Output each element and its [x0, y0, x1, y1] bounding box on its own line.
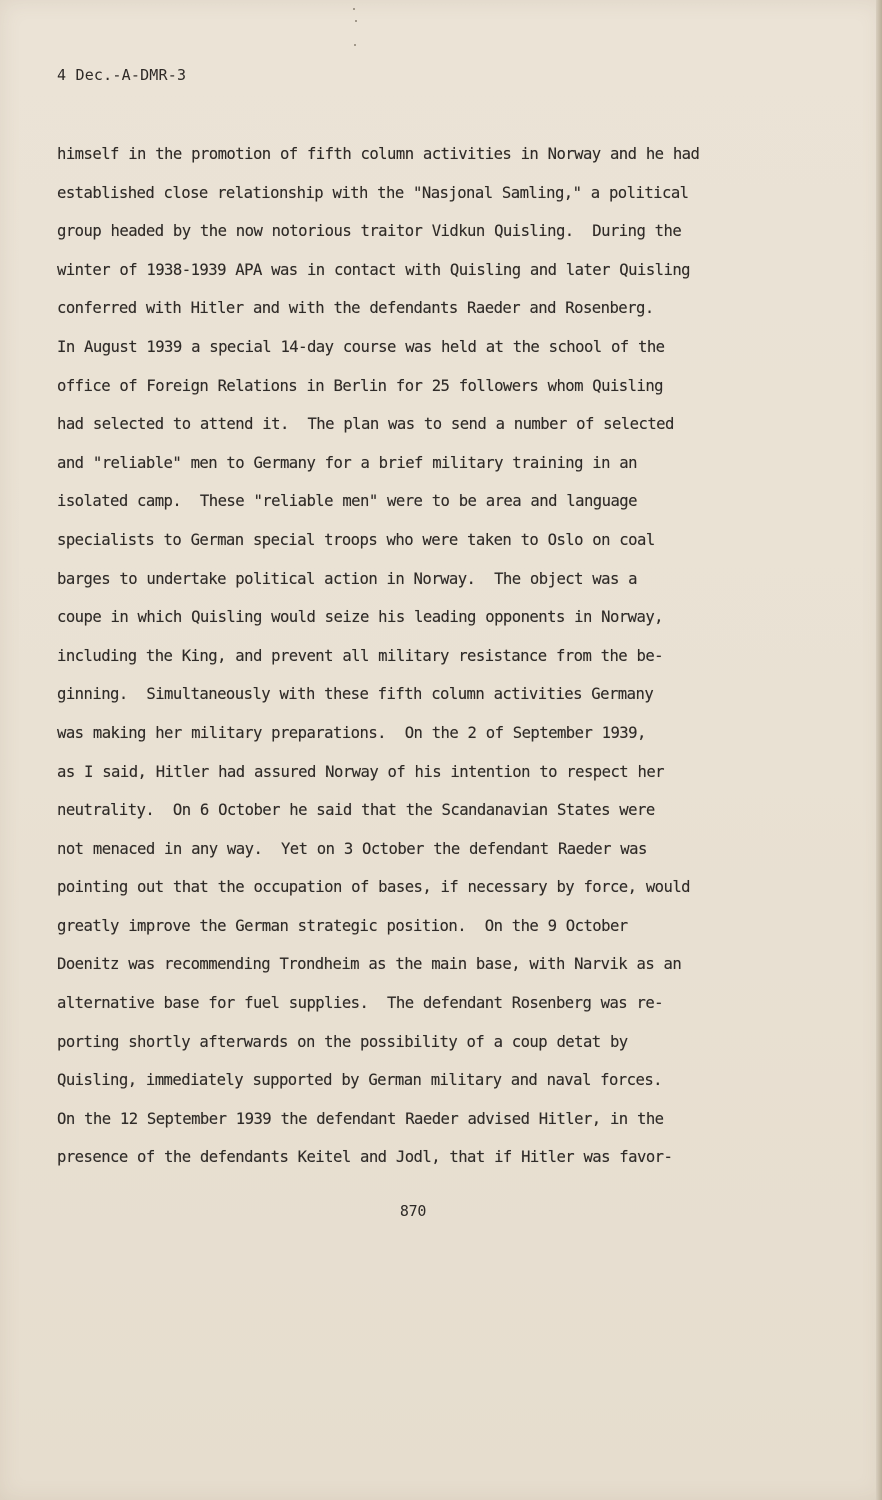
text-line: and "reliable" men to Germany for a brief military training in an [57, 453, 637, 472]
text-line: alternative base for fuel supplies. The defendant Rosenberg was re- [57, 994, 664, 1013]
text-line: as I said, Hitler had assured Norway of his intention to respect her [57, 762, 665, 781]
text-line: not menaced in any way. Yet on 3 October the defendant Raeder was [57, 839, 647, 858]
text-line: group headed by the now notorious traitor Vidkun Quisling. During the [57, 222, 682, 241]
text-line: himself in the promotion of fifth column activities in Norway and he had [57, 145, 700, 163]
text-line: Quisling, immediately supported by German military and naval forces. [57, 1071, 663, 1090]
text-line: established close relationship with the "Nasjonal Samling," a political [57, 183, 689, 202]
transcript-body [57, 139, 857, 1181]
page-edge-shadow [876, 0, 882, 1500]
text-line: had selected to attend it. The plan was to send a number of selected [57, 415, 674, 434]
text-line: specialists to German special troops who were taken to Oslo on coal [57, 530, 655, 549]
paper-specks [350, 0, 360, 60]
text-line: In August 1939 a special 14-day course was held at the school of the [57, 337, 665, 356]
text-line: On the 12 September 1939 the defendant Raeder advised Hitler, in the [57, 1109, 664, 1128]
text-line: isolated camp. These "reliable men" were to be area and language [57, 492, 637, 511]
text-line: ginning. Simultaneously with these fifth column activities Germany [57, 685, 654, 704]
document-reference-header: 4 Dec.-A-DMR-3 [57, 66, 187, 84]
text-line: conferred with Hitler and with the defendants Raeder and Rosenberg. [57, 299, 654, 318]
text-line: porting shortly afterwards on the possibility of a coup detat by [57, 1032, 628, 1051]
text-line: greatly improve the German strategic position. On the 9 October [57, 916, 628, 935]
text-line: barges to undertake political action in Norway. The object was a [57, 569, 637, 588]
text-line: Doenitz was recommending Trondheim as the main base, with Narvik as an [57, 955, 682, 974]
text-line: office of Foreign Relations in Berlin for 25 followers whom Quisling [57, 376, 664, 395]
text-line: coupe in which Quisling would seize his leading opponents in Norway, [57, 608, 664, 627]
text-line: winter of 1938-1939 APA was in contact with Quisling and later Quisling [57, 260, 691, 279]
page-number: 870 [399, 1202, 427, 1220]
text-line: including the King, and prevent all military resistance from the be- [57, 646, 664, 665]
text-line: pointing out that the occupation of bases, if necessary by force, would [57, 878, 691, 897]
text-line: presence of the defendants Keitel and Jodl, that if Hitler was favor- [57, 1148, 673, 1167]
text-line: neutrality. On 6 October he said that the Scandanavian States were [57, 801, 655, 820]
text-line: was making her military preparations. On the 2 of September 1939, [57, 723, 646, 742]
